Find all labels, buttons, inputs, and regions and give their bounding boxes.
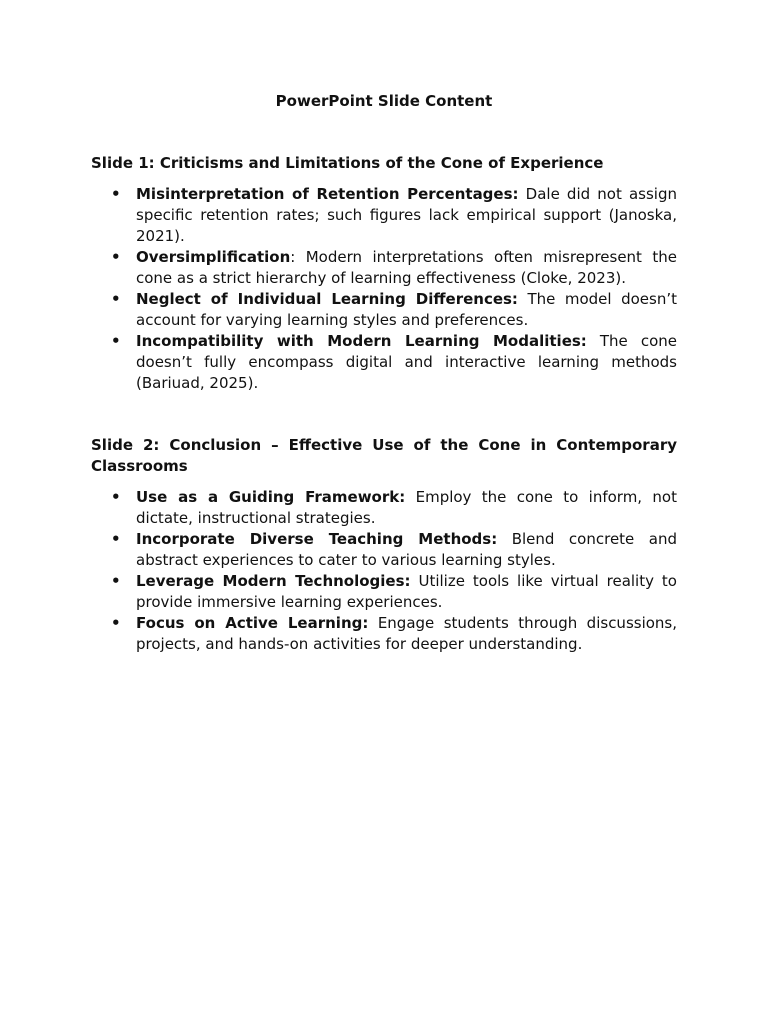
bullet-term: Misinterpretation of Retention Percentages: [136, 185, 519, 203]
bullet-text: Dale did not assign specific retention rates; such figures lack empirical support (Janoska, 2021). [136, 185, 677, 245]
bullet-term: Neglect of Individual Learning Differences: [136, 290, 518, 308]
bullet-icon: • [111, 185, 121, 203]
bullet-text: : Modern interpretations often misrepresent the cone as a strict hierarchy of learning effectiveness (Cloke, 2023). [136, 248, 677, 287]
bullet-text: The cone doesn’t fully encompass digital and interactive learning methods (Bariuad, 2025). [136, 332, 677, 392]
bullet-term: Incorporate Diverse Teaching Methods: [136, 530, 498, 548]
bullet-text: Blend concrete and abstract experiences to cater to various learning styles. [136, 530, 677, 569]
bullet-text: Engage students through discussions, projects, and hands-on activities for deeper understanding. [136, 614, 678, 653]
list-item [91, 571, 677, 613]
bullet-icon: • [111, 332, 121, 350]
slide1-bullet-list [91, 184, 677, 394]
bullet-term: Incompatibility with Modern Learning Modalities: [136, 332, 587, 350]
bullet-text: Utilize tools like virtual reality to provide immersive learning experiences. [136, 572, 677, 611]
bullet-icon: • [111, 488, 121, 506]
bullet-term: Leverage Modern Technologies: [136, 572, 411, 590]
list-item [91, 331, 677, 394]
list-item [91, 184, 677, 247]
bullet-icon: • [111, 248, 121, 266]
slide2-bullet-list [91, 487, 677, 655]
bullet-icon: • [111, 614, 121, 632]
list-item [91, 613, 677, 655]
bullet-icon: • [111, 530, 121, 548]
list-item [91, 247, 677, 289]
slide1-heading: Slide 1: Criticisms and Limitations of the Cone of Experience [91, 154, 604, 172]
document-title: PowerPoint Slide Content [275, 92, 493, 110]
list-item [91, 529, 677, 571]
bullet-term: Use as a Guiding Framework: [136, 488, 406, 506]
bullet-text: The model doesn’t account for varying learning styles and preferences. [136, 290, 677, 329]
bullet-text: Employ the cone to inform, not dictate, instructional strategies. [136, 488, 677, 527]
bullet-icon: • [111, 290, 121, 308]
bullet-icon: • [111, 572, 121, 590]
bullet-term: Oversimplification [136, 248, 291, 266]
slide2-heading: Slide 2: Conclusion – Effective Use of the Cone in Contemporary Classrooms [91, 436, 677, 475]
list-item [91, 487, 677, 529]
bullet-term: Focus on Active Learning: [136, 614, 369, 632]
list-item [91, 289, 677, 331]
